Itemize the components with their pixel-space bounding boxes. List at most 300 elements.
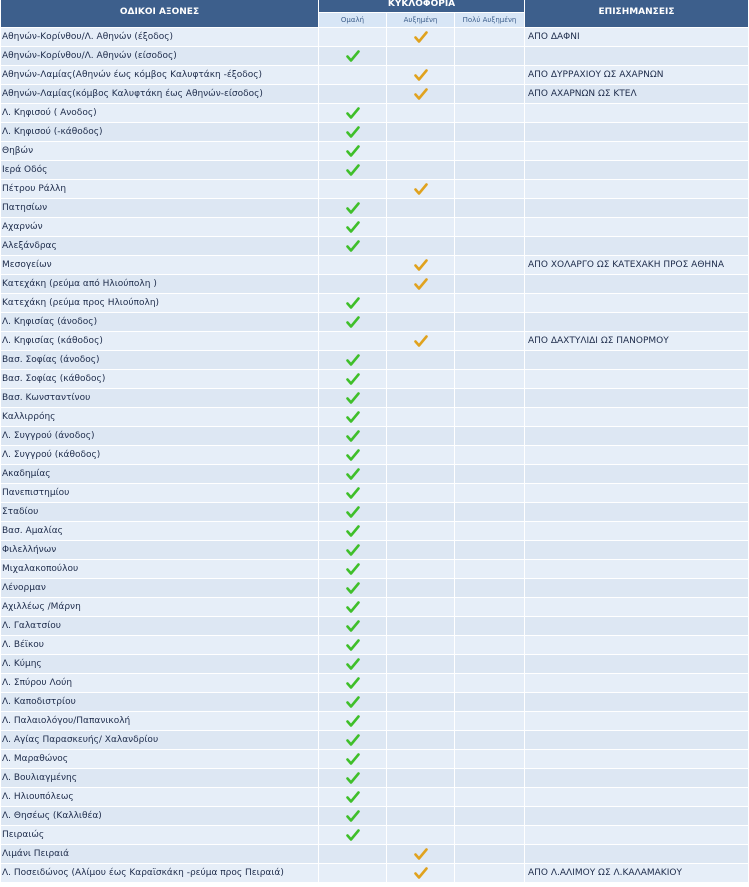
traffic-normal-cell: [319, 864, 386, 882]
traffic-very-increased-cell: [455, 674, 524, 692]
road-name: Λ. Συγγρού (άνοδος): [1, 427, 318, 445]
table-row: [1, 370, 748, 388]
green-check-icon: [346, 603, 360, 613]
note-cell: [525, 47, 748, 65]
traffic-increased-cell: [387, 66, 454, 84]
traffic-very-increased-cell: [455, 522, 524, 540]
table-row: [1, 579, 748, 597]
note-cell: [525, 617, 748, 635]
traffic-increased-cell: [387, 427, 454, 445]
road-name: Βασ. Σοφίας (κάθοδος): [1, 370, 318, 388]
traffic-normal-cell: [319, 256, 386, 274]
orange-check-icon: [414, 850, 428, 860]
traffic-increased-cell: [387, 161, 454, 179]
green-check-icon: [346, 470, 360, 480]
note-cell: [525, 674, 748, 692]
traffic-increased-cell: [387, 617, 454, 635]
traffic-increased-cell: [387, 598, 454, 616]
traffic-increased-cell: [387, 484, 454, 502]
note-cell: [525, 712, 748, 730]
note-cell: [525, 560, 748, 578]
header-notes: ΕΠΙΣΗΜΑΝΣΕΙΣ: [525, 0, 748, 27]
traffic-normal-cell: [319, 731, 386, 749]
traffic-normal-cell: [319, 161, 386, 179]
road-name: Μιχαλακοπούλου: [1, 560, 318, 578]
note-cell: [525, 503, 748, 521]
table-row: [1, 750, 748, 768]
traffic-very-increased-cell: [455, 484, 524, 502]
traffic-increased-cell: [387, 465, 454, 483]
road-name: Βασ. Κωνσταντίνου: [1, 389, 318, 407]
table-row: [1, 161, 748, 179]
road-name: Λένορμαν: [1, 579, 318, 597]
traffic-very-increased-cell: [455, 541, 524, 559]
traffic-very-increased-cell: [455, 256, 524, 274]
traffic-increased-cell: [387, 731, 454, 749]
traffic-normal-cell: [319, 655, 386, 673]
road-name: Κατεχάκη (ρεύμα από Ηλιούπολη ): [1, 275, 318, 293]
road-name: Πειραιώς: [1, 826, 318, 844]
green-check-icon: [346, 508, 360, 518]
road-name: Αχιλλέως /Μάρνη: [1, 598, 318, 616]
traffic-normal-cell: [319, 826, 386, 844]
note-cell: [525, 465, 748, 483]
traffic-increased-cell: [387, 313, 454, 331]
note-cell: [525, 522, 748, 540]
traffic-normal-cell: [319, 769, 386, 787]
traffic-increased-cell: [387, 389, 454, 407]
traffic-increased-cell: [387, 294, 454, 312]
table-row: [1, 560, 748, 578]
traffic-normal-cell: [319, 788, 386, 806]
road-name: Λιμάνι Πειραιά: [1, 845, 318, 863]
traffic-increased-cell: [387, 693, 454, 711]
table-row: [1, 313, 748, 331]
road-name: Βασ. Σοφίας (άνοδος): [1, 351, 318, 369]
traffic-normal-cell: [319, 199, 386, 217]
traffic-increased-cell: [387, 28, 454, 46]
road-name: Σταδίου: [1, 503, 318, 521]
green-check-icon: [346, 394, 360, 404]
road-name: Ιερά Οδός: [1, 161, 318, 179]
green-check-icon: [346, 318, 360, 328]
table-row: [1, 693, 748, 711]
note-cell: [525, 636, 748, 654]
orange-check-icon: [414, 261, 428, 271]
traffic-very-increased-cell: [455, 218, 524, 236]
traffic-very-increased-cell: [455, 731, 524, 749]
table-row: [1, 66, 748, 84]
table-row: [1, 237, 748, 255]
header-traffic: ΚΥΚΛΟΦΟΡΙΑ: [319, 0, 524, 12]
note-cell: [525, 826, 748, 844]
traffic-very-increased-cell: [455, 446, 524, 464]
road-name: Λ. Θησέως (Καλλιθέα): [1, 807, 318, 825]
table-row: [1, 408, 748, 426]
traffic-very-increased-cell: [455, 389, 524, 407]
road-name: Αθηνών-Λαμίας(κόμβος Καλυφτάκη έως Αθηνών-είσοδος): [1, 85, 318, 103]
note-cell: [525, 408, 748, 426]
table-row: [1, 864, 748, 882]
traffic-normal-cell: [319, 807, 386, 825]
traffic-increased-cell: [387, 47, 454, 65]
table-row: [1, 769, 748, 787]
green-check-icon: [346, 242, 360, 252]
road-name: Κατεχάκη (ρεύμα προς Ηλιούπολη): [1, 294, 318, 312]
traffic-very-increased-cell: [455, 47, 524, 65]
traffic-very-increased-cell: [455, 313, 524, 331]
traffic-normal-cell: [319, 351, 386, 369]
traffic-increased-cell: [387, 275, 454, 293]
green-check-icon: [346, 660, 360, 670]
table-row: [1, 465, 748, 483]
traffic-increased-cell: [387, 199, 454, 217]
note-cell: [525, 218, 748, 236]
green-check-icon: [346, 546, 360, 556]
green-check-icon: [346, 166, 360, 176]
traffic-very-increased-cell: [455, 560, 524, 578]
traffic-increased-cell: [387, 237, 454, 255]
table-row: [1, 712, 748, 730]
traffic-increased-cell: [387, 750, 454, 768]
road-name: Λ. Μαραθώνος: [1, 750, 318, 768]
green-check-icon: [346, 375, 360, 385]
orange-check-icon: [414, 185, 428, 195]
road-name: Λ. Κηφισίας (άνοδος): [1, 313, 318, 331]
table-row: [1, 541, 748, 559]
traffic-increased-cell: [387, 826, 454, 844]
traffic-very-increased-cell: [455, 351, 524, 369]
traffic-normal-cell: [319, 636, 386, 654]
traffic-very-increased-cell: [455, 161, 524, 179]
traffic-very-increased-cell: [455, 66, 524, 84]
note-cell: [525, 750, 748, 768]
traffic-normal-cell: [319, 104, 386, 122]
note-cell: [525, 142, 748, 160]
table-row: [1, 522, 748, 540]
traffic-increased-cell: [387, 332, 454, 350]
road-name: Βασ. Αμαλίας: [1, 522, 318, 540]
green-check-icon: [346, 109, 360, 119]
traffic-increased-cell: [387, 560, 454, 578]
orange-check-icon: [414, 90, 428, 100]
note-cell: [525, 484, 748, 502]
note-cell: [525, 769, 748, 787]
traffic-very-increased-cell: [455, 750, 524, 768]
traffic-normal-cell: [319, 294, 386, 312]
road-name: Αθηνών-Λαμίας(Αθηνών έως κόμβος Καλυφτάκη -έξοδος): [1, 66, 318, 84]
traffic-increased-cell: [387, 142, 454, 160]
traffic-very-increased-cell: [455, 408, 524, 426]
traffic-normal-cell: [319, 484, 386, 502]
traffic-very-increased-cell: [455, 104, 524, 122]
road-name: Ακαδημίας: [1, 465, 318, 483]
traffic-normal-cell: [319, 275, 386, 293]
traffic-normal-cell: [319, 28, 386, 46]
note-cell: [525, 845, 748, 863]
table-row: [1, 180, 748, 198]
traffic-increased-cell: [387, 712, 454, 730]
road-name: Πατησίων: [1, 199, 318, 217]
green-check-icon: [346, 565, 360, 575]
traffic-very-increased-cell: [455, 142, 524, 160]
traffic-normal-cell: [319, 427, 386, 445]
road-name: Πανεπιστημίου: [1, 484, 318, 502]
green-check-icon: [346, 527, 360, 537]
traffic-increased-cell: [387, 218, 454, 236]
traffic-increased-cell: [387, 351, 454, 369]
traffic-very-increased-cell: [455, 655, 524, 673]
traffic-increased-cell: [387, 636, 454, 654]
note-cell: ΑΠΟ ΔΑΧΤΥΛΙΔΙ ΩΣ ΠΑΝΟΡΜΟΥ: [525, 332, 748, 350]
traffic-very-increased-cell: [455, 123, 524, 141]
traffic-very-increased-cell: [455, 598, 524, 616]
table-row: [1, 294, 748, 312]
traffic-increased-cell: [387, 788, 454, 806]
road-name: Λ. Κηφισίας (κάθοδος): [1, 332, 318, 350]
note-cell: [525, 807, 748, 825]
green-check-icon: [346, 489, 360, 499]
traffic-increased-cell: [387, 769, 454, 787]
traffic-normal-cell: [319, 845, 386, 863]
green-check-icon: [346, 641, 360, 651]
table-row: [1, 826, 748, 844]
traffic-normal-cell: [319, 693, 386, 711]
traffic-increased-cell: [387, 522, 454, 540]
road-name: Λ. Αγίας Παρασκευής/ Χαλανδρίου: [1, 731, 318, 749]
green-check-icon: [346, 223, 360, 233]
traffic-very-increased-cell: [455, 617, 524, 635]
table-row: [1, 275, 748, 293]
traffic-very-increased-cell: [455, 845, 524, 863]
road-name: Λ. Κύμης: [1, 655, 318, 673]
road-name: Αθηνών-Κορίνθου/Λ. Αθηνών (είσοδος): [1, 47, 318, 65]
orange-check-icon: [414, 280, 428, 290]
note-cell: [525, 389, 748, 407]
road-name: Λ. Παλαιολόγου/Παπανικολή: [1, 712, 318, 730]
note-cell: [525, 294, 748, 312]
traffic-normal-cell: [319, 408, 386, 426]
orange-check-icon: [414, 33, 428, 43]
note-cell: [525, 446, 748, 464]
traffic-very-increased-cell: [455, 636, 524, 654]
table-row: [1, 85, 748, 103]
traffic-very-increased-cell: [455, 28, 524, 46]
traffic-very-increased-cell: [455, 579, 524, 597]
green-check-icon: [346, 128, 360, 138]
traffic-very-increased-cell: [455, 294, 524, 312]
traffic-normal-cell: [319, 674, 386, 692]
green-check-icon: [346, 831, 360, 841]
green-check-icon: [346, 717, 360, 727]
road-name: Καλλιρρόης: [1, 408, 318, 426]
traffic-increased-cell: [387, 370, 454, 388]
green-check-icon: [346, 698, 360, 708]
note-cell: ΑΠΟ ΧΟΛΑΡΓΟ ΩΣ ΚΑΤΕΧΑΚΗ ΠΡΟΣ ΑΘΗΝΑ: [525, 256, 748, 274]
traffic-normal-cell: [319, 617, 386, 635]
traffic-very-increased-cell: [455, 864, 524, 882]
table-row: [1, 123, 748, 141]
traffic-normal-cell: [319, 47, 386, 65]
road-name: Αθηνών-Κορίνθου/Λ. Αθηνών (έξοδος): [1, 28, 318, 46]
traffic-normal-cell: [319, 446, 386, 464]
traffic-normal-cell: [319, 579, 386, 597]
traffic-very-increased-cell: [455, 788, 524, 806]
traffic-increased-cell: [387, 503, 454, 521]
traffic-increased-cell: [387, 845, 454, 863]
table-row: [1, 807, 748, 825]
traffic-normal-cell: [319, 389, 386, 407]
traffic-very-increased-cell: [455, 85, 524, 103]
table-row: [1, 503, 748, 521]
traffic-increased-cell: [387, 446, 454, 464]
note-cell: [525, 313, 748, 331]
traffic-normal-cell: [319, 465, 386, 483]
traffic-very-increased-cell: [455, 769, 524, 787]
traffic-normal-cell: [319, 237, 386, 255]
table-row: [1, 332, 748, 350]
traffic-normal-cell: [319, 66, 386, 84]
header-normal: Ομαλή: [319, 13, 386, 28]
table-row: [1, 598, 748, 616]
road-name: Λ. Συγγρού (κάθοδος): [1, 446, 318, 464]
traffic-increased-cell: [387, 541, 454, 559]
traffic-normal-cell: [319, 218, 386, 236]
road-name: Λ. Βουλιαγμένης: [1, 769, 318, 787]
orange-check-icon: [414, 71, 428, 81]
green-check-icon: [346, 736, 360, 746]
traffic-normal-cell: [319, 142, 386, 160]
green-check-icon: [346, 679, 360, 689]
traffic-normal-cell: [319, 85, 386, 103]
traffic-very-increased-cell: [455, 826, 524, 844]
note-cell: ΑΠΟ Λ.ΑΛΙΜΟΥ ΩΣ Λ.ΚΑΛΑΜΑΚΙΟΥ: [525, 864, 748, 882]
traffic-very-increased-cell: [455, 237, 524, 255]
green-check-icon: [346, 356, 360, 366]
road-name: Θηβών: [1, 142, 318, 160]
traffic-normal-cell: [319, 560, 386, 578]
traffic-normal-cell: [319, 598, 386, 616]
note-cell: [525, 351, 748, 369]
traffic-normal-cell: [319, 522, 386, 540]
table-row: [1, 845, 748, 863]
table-row: [1, 427, 748, 445]
note-cell: [525, 731, 748, 749]
table-row: [1, 655, 748, 673]
traffic-increased-cell: [387, 807, 454, 825]
note-cell: ΑΠΟ ΔΥΡΡΑΧΙΟΥ ΩΣ ΑΧΑΡΝΩΝ: [525, 66, 748, 84]
traffic-increased-cell: [387, 104, 454, 122]
green-check-icon: [346, 622, 360, 632]
road-name: Λ. Κηφισού ( Ανοδος): [1, 104, 318, 122]
traffic-very-increased-cell: [455, 180, 524, 198]
header-roads: ΟΔΙΚΟΙ ΑΞΟΝΕΣ: [1, 0, 318, 27]
green-check-icon: [346, 52, 360, 62]
traffic-normal-cell: [319, 123, 386, 141]
traffic-very-increased-cell: [455, 693, 524, 711]
note-cell: [525, 541, 748, 559]
road-name: Λ. Βέϊκου: [1, 636, 318, 654]
orange-check-icon: [414, 869, 428, 879]
road-name: Λ. Καποδιστρίου: [1, 693, 318, 711]
traffic-increased-cell: [387, 123, 454, 141]
green-check-icon: [346, 774, 360, 784]
traffic-increased-cell: [387, 256, 454, 274]
traffic-normal-cell: [319, 712, 386, 730]
green-check-icon: [346, 584, 360, 594]
traffic-very-increased-cell: [455, 427, 524, 445]
header-increased: Αυξημένη: [387, 13, 454, 28]
green-check-icon: [346, 413, 360, 423]
green-check-icon: [346, 812, 360, 822]
traffic-normal-cell: [319, 541, 386, 559]
note-cell: [525, 104, 748, 122]
traffic-very-increased-cell: [455, 275, 524, 293]
note-cell: [525, 598, 748, 616]
note-cell: [525, 427, 748, 445]
traffic-very-increased-cell: [455, 332, 524, 350]
green-check-icon: [346, 755, 360, 765]
traffic-very-increased-cell: [455, 712, 524, 730]
table-row: [1, 28, 748, 46]
note-cell: [525, 161, 748, 179]
green-check-icon: [346, 432, 360, 442]
road-name: Λ. Γαλατσίου: [1, 617, 318, 635]
table-row: [1, 389, 748, 407]
table-row: [1, 199, 748, 217]
orange-check-icon: [414, 337, 428, 347]
table-row: [1, 104, 748, 122]
road-name: Αλεξάνδρας: [1, 237, 318, 255]
traffic-very-increased-cell: [455, 503, 524, 521]
traffic-increased-cell: [387, 85, 454, 103]
table-row: [1, 636, 748, 654]
note-cell: ΑΠΟ ΔΑΦΝΙ: [525, 28, 748, 46]
traffic-normal-cell: [319, 370, 386, 388]
note-cell: [525, 788, 748, 806]
table-body: [1, 28, 748, 882]
traffic-increased-cell: [387, 579, 454, 597]
traffic-very-increased-cell: [455, 199, 524, 217]
traffic-very-increased-cell: [455, 465, 524, 483]
road-name: Αχαρνών: [1, 218, 318, 236]
table-row: [1, 218, 748, 236]
traffic-increased-cell: [387, 864, 454, 882]
green-check-icon: [346, 793, 360, 803]
road-name: Φιλελλήνων: [1, 541, 318, 559]
road-name: Λ. Ποσειδώνος (Αλίμου έως Καραϊσκάκη -ρεύμα προς Πειραιά): [1, 864, 318, 882]
green-check-icon: [346, 204, 360, 214]
road-name: Λ. Ηλιουπόλεως: [1, 788, 318, 806]
note-cell: [525, 199, 748, 217]
note-cell: [525, 180, 748, 198]
traffic-very-increased-cell: [455, 370, 524, 388]
note-cell: [525, 237, 748, 255]
table-row: [1, 351, 748, 369]
note-cell: [525, 579, 748, 597]
traffic-increased-cell: [387, 408, 454, 426]
road-name: Μεσογείων: [1, 256, 318, 274]
header-very-increased: Πολύ Αυξημένη: [455, 13, 524, 28]
note-cell: ΑΠΟ ΑΧΑΡΝΩΝ ΩΣ ΚΤΕΛ: [525, 85, 748, 103]
traffic-normal-cell: [319, 332, 386, 350]
table-row: [1, 256, 748, 274]
green-check-icon: [346, 147, 360, 157]
table-row: [1, 674, 748, 692]
traffic-normal-cell: [319, 750, 386, 768]
note-cell: [525, 275, 748, 293]
traffic-increased-cell: [387, 655, 454, 673]
